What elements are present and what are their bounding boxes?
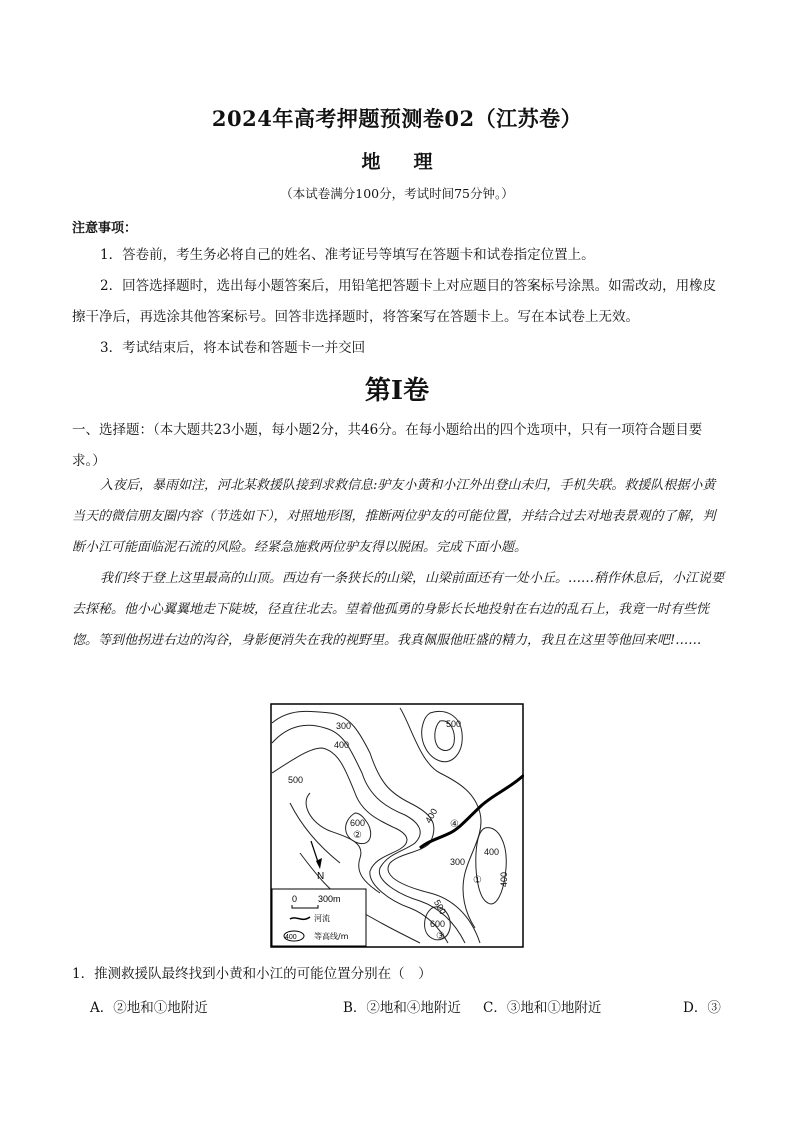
notice-list bbox=[72, 240, 727, 364]
contour-label: 600 bbox=[350, 818, 366, 828]
point-marker-1: ① bbox=[473, 875, 482, 886]
option-b[interactable]: B．②地和④地附近 bbox=[343, 1000, 461, 1016]
scale-distance: 300m bbox=[318, 894, 341, 904]
option-d[interactable]: D．③ bbox=[683, 1000, 721, 1016]
contour-map-svg bbox=[270, 703, 524, 948]
subject-char-1: 地 bbox=[361, 151, 381, 173]
contour-label: 300 bbox=[450, 857, 466, 867]
option-a[interactable]: A．②地和①地附近 bbox=[90, 1000, 208, 1016]
contour-label: 400 bbox=[334, 740, 350, 750]
point-marker-2: ② bbox=[353, 830, 362, 841]
section-heading bbox=[72, 415, 727, 477]
notice-heading: 注意事项： bbox=[72, 221, 138, 236]
notice-item: 1．答卷前，考生务必将自己的姓名、准考证号等填写在答题卡和试卷指定位置上。 bbox=[100, 247, 595, 263]
contour-label: 400 bbox=[484, 847, 500, 857]
exam-note: （本试卷满分100分，考试时间75分钟。） bbox=[280, 186, 514, 201]
scale-zero: 0 bbox=[292, 894, 298, 904]
notice-item: 3．考试结束后，将本试卷和答题卡一并交回 bbox=[100, 340, 366, 356]
legend-contour: 等高线/m bbox=[314, 932, 349, 941]
passage-paragraph-2: 我们终于登上这里最高的山顶。西边有一条狭长的山梁，山梁前面还有一处小丘。……稍作休息后，小江说要去探秘。他小心翼翼地走下陡坡，径直往北去。望着他孤勇的身影长长地投射在右边的乱石上，我竟一时有些恍惚。等到他拐进右边的沟谷，身影便消失在我的视野里。我真佩服他旺盛的精力，我且在这里等他回来吧!…… bbox=[72, 571, 725, 648]
north-label: N bbox=[317, 871, 325, 882]
point-marker-3: ③ bbox=[436, 931, 445, 942]
legend-river: 河流 bbox=[314, 914, 330, 923]
map-legend bbox=[272, 889, 366, 946]
contour-label: 300 bbox=[336, 721, 352, 731]
option-c[interactable]: C．③地和①地附近 bbox=[483, 1000, 602, 1016]
contour-map bbox=[270, 703, 524, 948]
contour-label: 500 bbox=[446, 719, 462, 729]
contour-label: 400 bbox=[499, 871, 509, 887]
legend-contour-value: 400 bbox=[285, 934, 297, 941]
contour-label: 500 bbox=[431, 898, 449, 917]
contour-label: 500 bbox=[288, 775, 304, 785]
subject-title bbox=[0, 147, 794, 174]
section-text: 一、选择题：（本大题共23小题，每小题2分，共46分。在每小题给出的四个选项中，只有一项符合题目要求。） bbox=[72, 422, 703, 469]
notice-item: 2．回答选择题时，选出每小题答案后，用铅笔把答题卡上对应题目的答案标号涂黑。如需改动，用橡皮擦干净后，再选涂其他答案标号。回答非选择题时，将答案写在答题卡上。写在本试卷上无效。 bbox=[72, 278, 717, 325]
subject-char-2: 理 bbox=[413, 151, 433, 173]
question-stem: 1．推测救援队最终找到小黄和小江的可能位置分别在（ ） bbox=[72, 966, 432, 982]
passage bbox=[72, 470, 727, 656]
volume-title: 第Ⅰ卷 bbox=[364, 376, 430, 406]
contour-label: 600 bbox=[430, 919, 446, 929]
page-title: 2024年高考押题预测卷02（江苏卷） bbox=[211, 106, 583, 131]
contour-label: 400 bbox=[423, 806, 440, 825]
passage-paragraph-1: 入夜后，暴雨如注，河北某救援队接到求救信息:驴友小黄和小江外出登山未归，手机失联。救援队根据小黄当天的微信朋友圈内容（节选如下），对照地形图，推断两位驴友的可能位置，并结合过去对地表景观的了解，判断小江可能面临泥石流的风险。经紧急施救两位驴友得以脱困。完成下面小题。 bbox=[72, 478, 716, 555]
point-marker-4: ④ bbox=[450, 819, 459, 830]
